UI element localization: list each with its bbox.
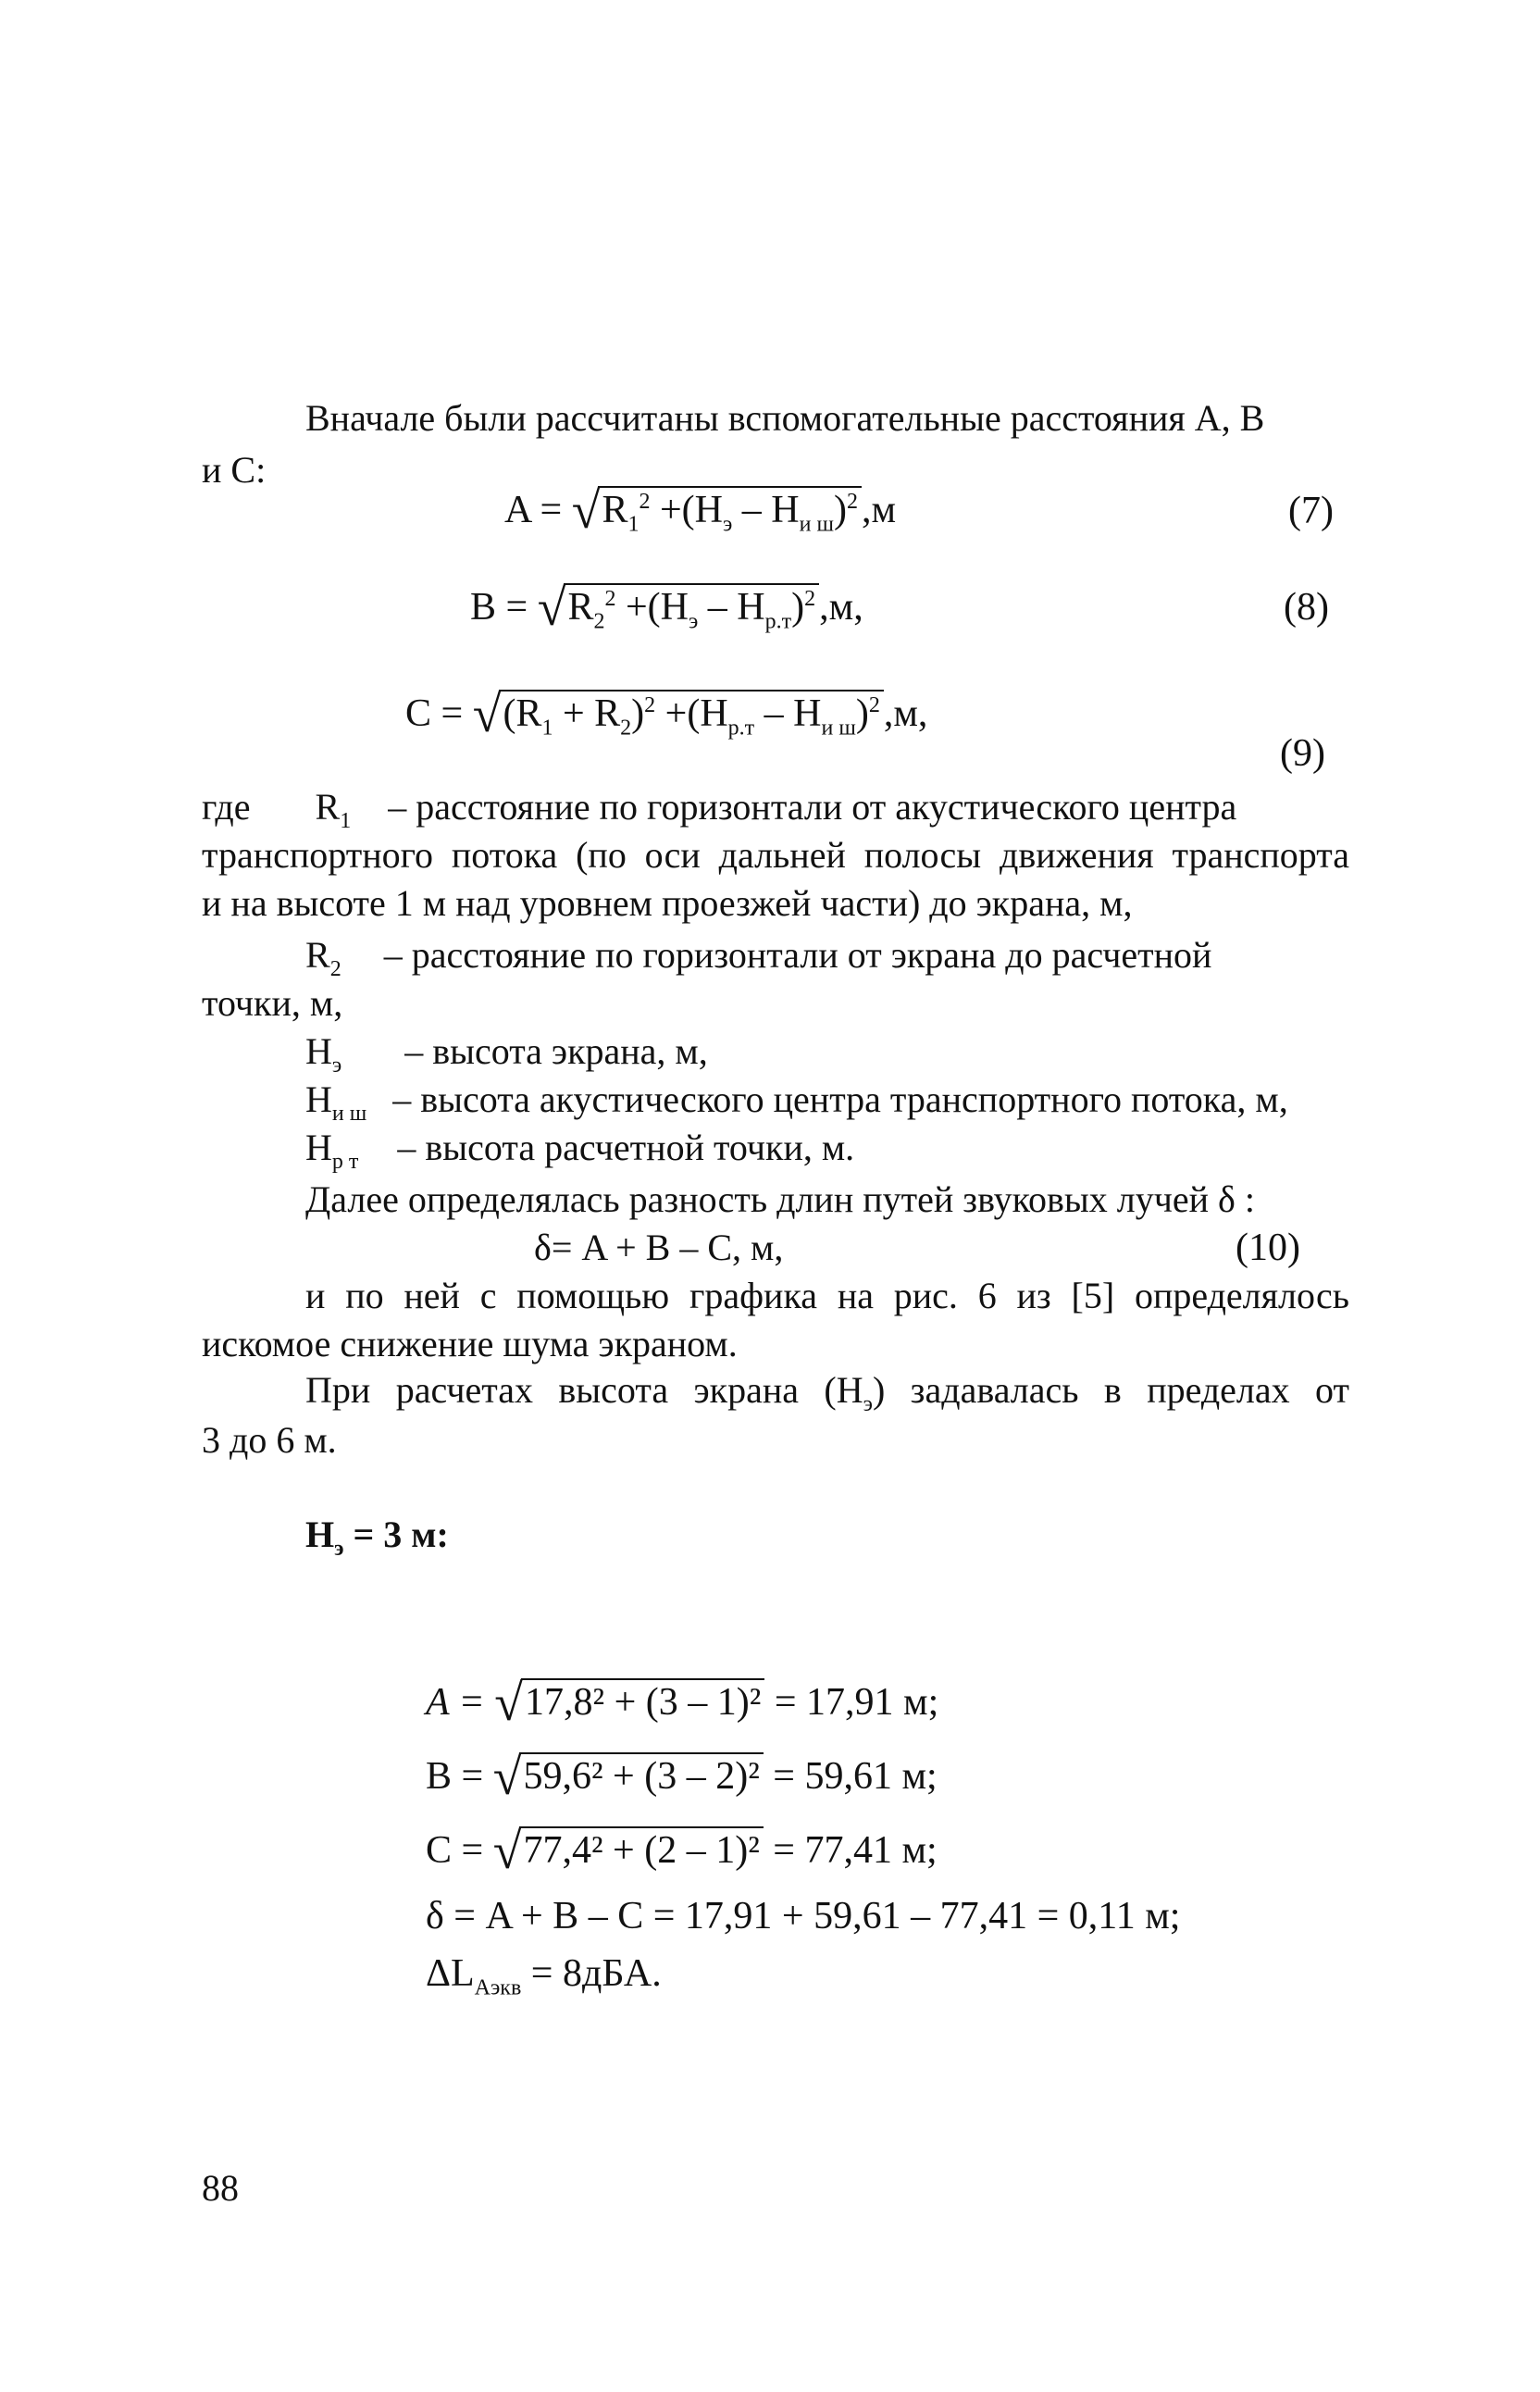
formula-10-number: (10) [1236, 1227, 1300, 1269]
section-heading: $H_э = 3$ м: [305, 1514, 449, 1561]
formula-10: δ= A + B – C, м, [534, 1227, 784, 1268]
def-r2-line-2: точки, м, [202, 982, 343, 1024]
intro-line-2: и С: [202, 449, 267, 491]
page-number: 88 [202, 2167, 239, 2209]
formula-9: $C = √(R_1 + R_2)^2 +(H_{р.т} - H_{и ш})^2,м$, [405, 686, 928, 743]
def-r1-line-2: транспортного потока (по оси дальней полосы движения транспорта [202, 834, 1349, 876]
paragraph-3-line-2: 3 до 6 м. [202, 1419, 337, 1461]
formula-9-number: (9) [1280, 732, 1325, 775]
intro-line-1: Вначале были рассчитаны вспомогательные расстояния А, В [305, 397, 1265, 439]
calc-delta: δ = A + B – C = 17,91 + 59,61 – 77,41 = 0,11 м; [426, 1895, 1181, 1937]
formula-8-number: (8) [1284, 586, 1329, 629]
paragraph-3-line-1: При расчетах высота экрана $(H_э)$ задавалась в пределах от [305, 1369, 1350, 1416]
calc-c: C = √77,4² + (2 – 1)² = 77,41 м; [426, 1823, 938, 1880]
def-hrt: $H_{р т}$ – высота расчетной точки, м. [305, 1127, 855, 1174]
formula-7: $A = √R_1^2 +(H_э - H_{и ш})^2,м$ [504, 482, 897, 540]
formula-7-number: (7) [1288, 490, 1334, 532]
paragraph-2-line-2: и по ней с помощью графика на рис. 6 из [5] определялось [305, 1275, 1349, 1316]
paragraph-2-line-3: искомое снижение шума экраном. [202, 1323, 738, 1364]
def-r1-line-3: и на высоте 1 м над уровнем проезжей части) до экрана, м, [202, 882, 1133, 924]
def-r1: где $R_1$ – расстояние по горизонтали от акустического центра [202, 786, 1237, 833]
paragraph-2-line-1: Далее определялась разность длин путей звуковых лучей δ : [305, 1178, 1255, 1220]
calc-b: B = √59,6² + (3 – 2)² = 59,61 м; [426, 1749, 938, 1806]
def-he: $H_э$ – высота экрана, м, [305, 1030, 708, 1078]
calc-a: A = √17,8² + (3 – 1)² = 17,91 м; [426, 1675, 939, 1732]
def-r2: $R_2$ – расстояние по горизонтали от экрана до расчетной [305, 934, 1212, 981]
calc-noise-reduction: $\Delta L_{Аэкв} = 8дБА$. [426, 1952, 662, 2000]
def-hish: $H_{и ш}$ – высота акустического центра транспортного потока, м, [305, 1078, 1288, 1126]
formula-8: $B = √R_2^2 +(H_э - H_{р.т})^2,м$, [470, 579, 863, 637]
